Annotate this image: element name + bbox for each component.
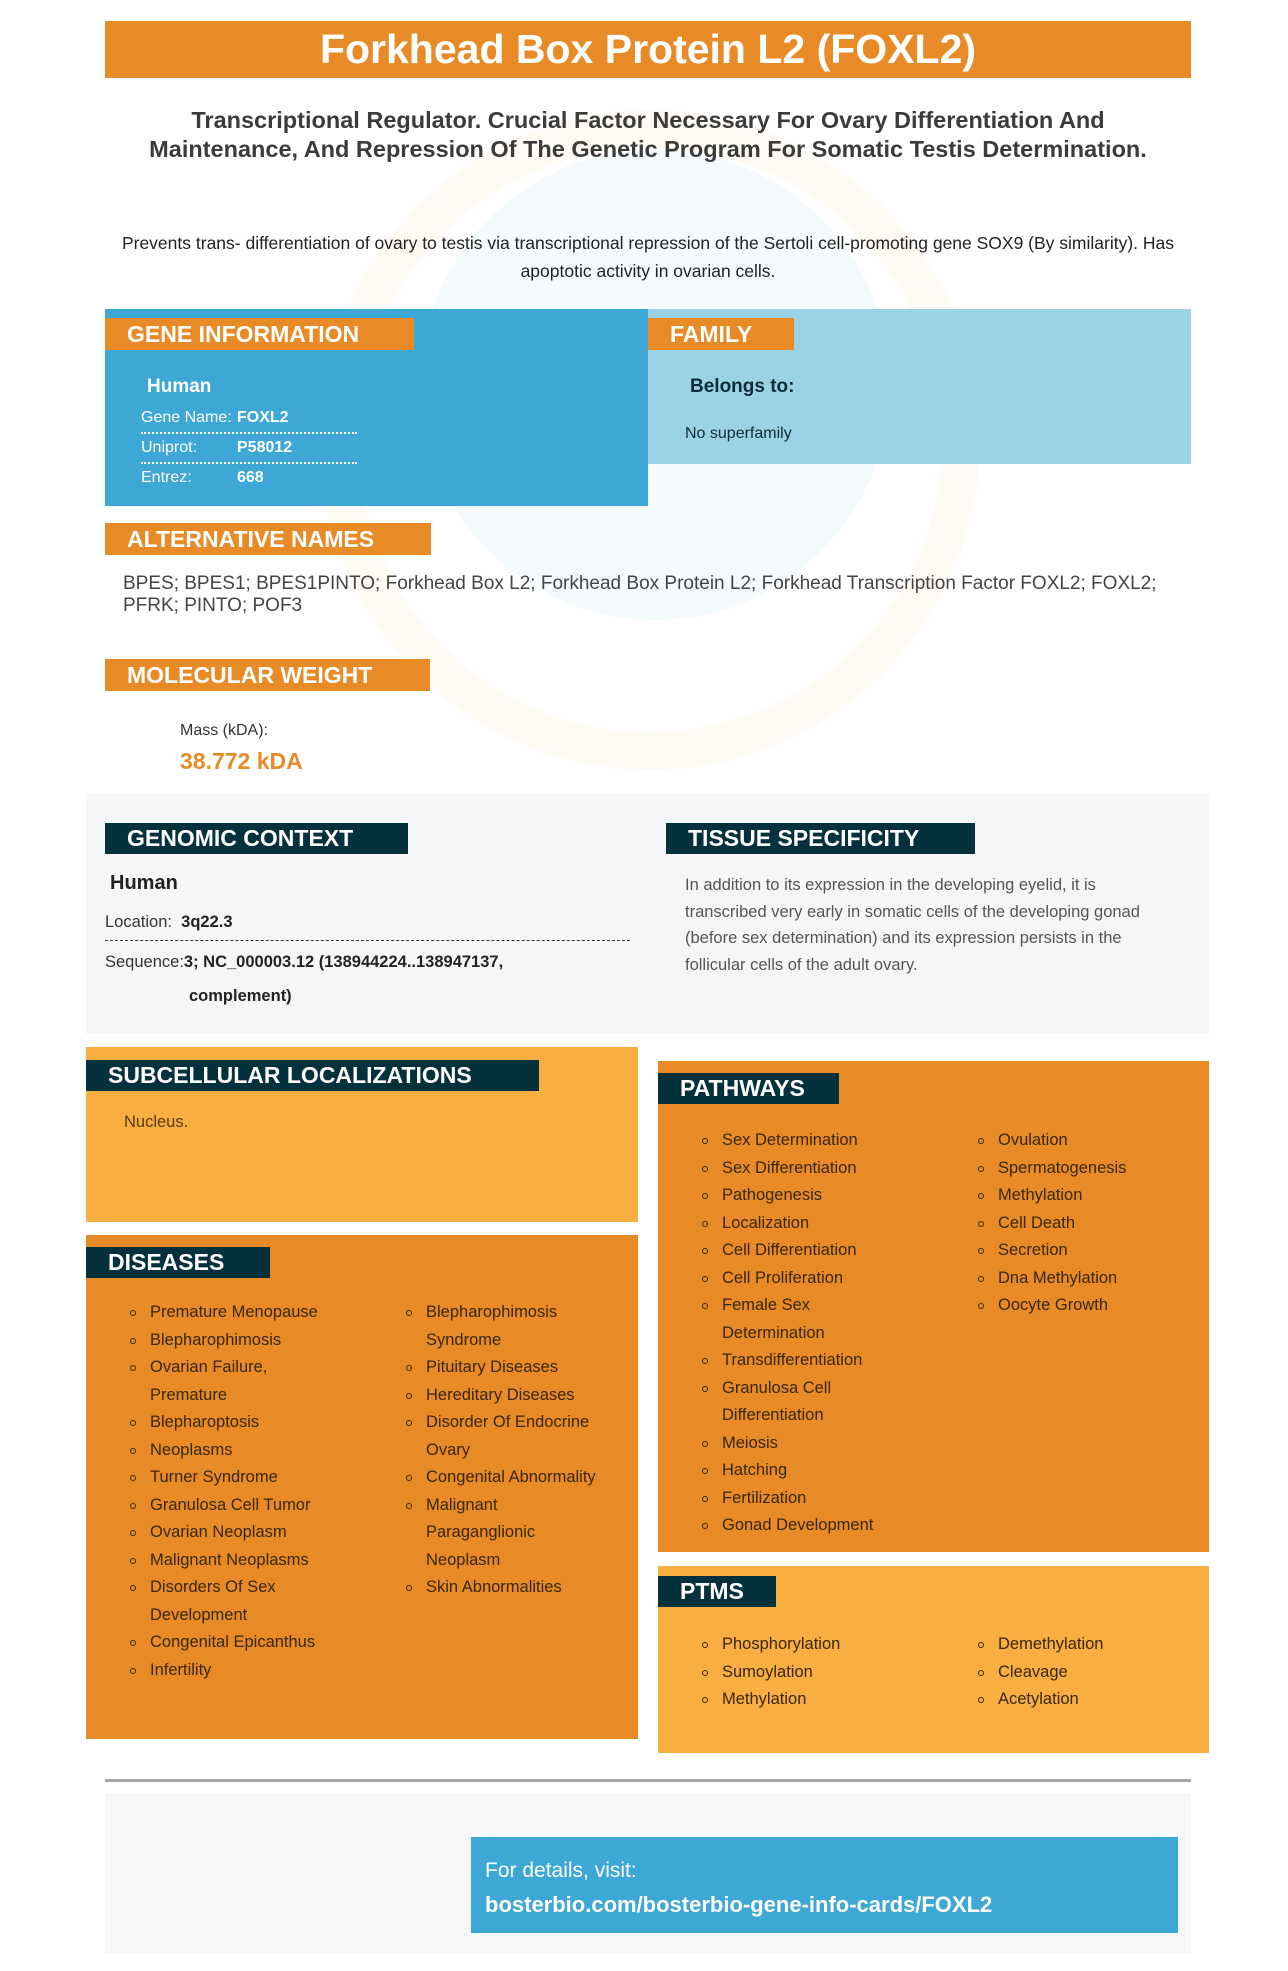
list-item: Granulosa Cell Tumor — [130, 1492, 340, 1520]
protein-function-summary: Transcriptional Regulator. Crucial Factor Necessary For Ovary Differentiation And Maintenance, And Repression Of The Genetic Program For Somatic Testis Determination. — [149, 107, 1147, 162]
pathways-list-col1 — [702, 1127, 912, 1540]
pathways-list-col2 — [978, 1127, 1178, 1320]
list-item: Turner Syndrome — [130, 1464, 340, 1492]
list-item: Blepharophimosis — [130, 1327, 340, 1355]
list-item: Phosphorylation — [702, 1631, 912, 1659]
diseases-panel — [86, 1235, 638, 1739]
list-item: Methylation — [702, 1686, 912, 1714]
mass-label: Mass (kDA): — [180, 722, 268, 739]
list-item: Secretion — [978, 1237, 1178, 1265]
ptms-list-col1 — [702, 1631, 912, 1714]
location-value: 3q22.3 — [181, 913, 233, 931]
pathways-heading: PATHWAYS — [658, 1073, 839, 1104]
list-item: Meiosis — [702, 1430, 912, 1458]
details-url-link[interactable]: bosterbio.com/bosterbio-gene-info-cards/FOXL2 — [485, 1892, 993, 1917]
list-item: Blepharoptosis — [130, 1409, 340, 1437]
diseases-list-col1 — [130, 1299, 340, 1684]
sequence-value-continued: complement) — [189, 987, 292, 1005]
list-item: Malignant Neoplasms — [130, 1547, 340, 1575]
sequence-label: Sequence: — [105, 953, 184, 971]
alternative-names-text: BPES; BPES1; BPES1PINTO; Forkhead Box L2; Forkhead Box Protein L2; Forkhead Transcription Factor FOXL2; FOXL2; PFRK; PINTO; POF3 — [123, 573, 1157, 616]
gene-organism: Human — [147, 376, 212, 397]
list-item: Sex Determination — [702, 1127, 912, 1155]
genomic-organism: Human — [110, 872, 178, 894]
gene-info-table — [141, 404, 357, 492]
uniprot-value: P58012 — [237, 439, 293, 456]
uniprot-row — [141, 434, 357, 464]
list-item: Disorders Of Sex Development — [130, 1574, 280, 1629]
location-label: Location: — [105, 913, 172, 931]
family-value: No superfamily — [685, 425, 792, 442]
list-item: Oocyte Growth — [978, 1292, 1178, 1320]
list-item: Infertility — [130, 1657, 340, 1685]
tissue-specificity-heading: TISSUE SPECIFICITY — [666, 823, 975, 854]
protein-description: Prevents trans- differentiation of ovary to testis via transcriptional repression of the Sertoli cell-promoting gene SOX9 (By similarity). Has apoptotic activity in ovarian cells. — [121, 233, 1175, 281]
family-belongs-label: Belongs to: — [690, 376, 795, 397]
list-item: Cleavage — [978, 1659, 1178, 1687]
list-item: Localization — [702, 1210, 912, 1238]
page-title: Forkhead Box Protein L2 (FOXL2) — [105, 21, 1191, 78]
list-item: Hereditary Diseases — [406, 1382, 606, 1410]
entrez-row — [141, 464, 357, 492]
list-item: Sex Differentiation — [702, 1155, 912, 1183]
list-item: Dna Methylation — [978, 1265, 1178, 1293]
list-item: Congenital Abnormality — [406, 1464, 606, 1492]
genomic-sequence-row — [105, 945, 630, 1013]
genomic-location-row — [105, 910, 630, 941]
list-item: Demethylation — [978, 1631, 1178, 1659]
diseases-list-col2 — [406, 1299, 606, 1602]
entrez-label: Entrez: — [141, 469, 192, 486]
genomic-context-heading: GENOMIC CONTEXT — [105, 823, 408, 854]
gene-name-value: FOXL2 — [237, 409, 289, 426]
list-item: Ovulation — [978, 1127, 1178, 1155]
ptms-list-col2 — [978, 1631, 1178, 1714]
list-item: Transdifferentiation — [702, 1347, 912, 1375]
list-item: Congenital Epicanthus — [130, 1629, 340, 1657]
mass-value: 38.772 kDA — [180, 748, 303, 774]
list-item: Disorder Of Endocrine Ovary — [406, 1409, 606, 1464]
tissue-specificity-text: In addition to its expression in the developing eyelid, it is transcribed very early in somatic cells of the developing gonad (before sex determination) and its expression persists in the follicular cells of the adult ovary. — [685, 876, 1140, 974]
gene-name-row — [141, 404, 357, 434]
sequence-value: 3; NC_000003.12 (138944224..138947137, — [183, 953, 504, 971]
list-item: Fertilization — [702, 1485, 912, 1513]
list-item: Ovarian Failure, Premature — [130, 1354, 270, 1409]
list-item: Ovarian Neoplasm — [130, 1519, 340, 1547]
list-item: Skin Abnormalities — [406, 1574, 606, 1602]
list-item: Spermatogenesis — [978, 1155, 1178, 1183]
list-item: Blepharophimosis Syndrome — [406, 1299, 566, 1354]
list-item: Cell Proliferation — [702, 1265, 912, 1293]
subcellular-localization-value: Nucleus. — [124, 1113, 189, 1131]
ptms-heading: PTMS — [658, 1576, 776, 1607]
list-item: Pathogenesis — [702, 1182, 912, 1210]
list-item: Female Sex Determination — [702, 1292, 832, 1347]
gene-name-label: Gene Name: — [141, 409, 232, 426]
list-item: Hatching — [702, 1457, 912, 1485]
pathways-panel — [658, 1061, 1209, 1552]
details-label: For details, visit: — [485, 1859, 637, 1882]
uniprot-label: Uniprot: — [141, 439, 198, 456]
list-item: Cell Death — [978, 1210, 1178, 1238]
entrez-value: 668 — [237, 469, 264, 486]
list-item: Cell Differentiation — [702, 1237, 912, 1265]
list-item: Pituitary Diseases — [406, 1354, 606, 1382]
list-item: Gonad Development — [702, 1512, 912, 1540]
footer-divider — [105, 1779, 1191, 1782]
list-item: Granulosa Cell Differentiation — [702, 1375, 852, 1430]
details-link-box[interactable] — [471, 1837, 1178, 1933]
list-item: Premature Menopause — [130, 1299, 340, 1327]
list-item: Sumoylation — [702, 1659, 912, 1687]
family-heading: FAMILY — [648, 318, 794, 350]
diseases-heading: DISEASES — [86, 1247, 270, 1278]
list-item: Acetylation — [978, 1686, 1178, 1714]
molecular-weight-heading: MOLECULAR WEIGHT — [105, 659, 430, 691]
gene-information-heading: GENE INFORMATION — [105, 318, 414, 350]
subcellular-localizations-panel — [86, 1047, 638, 1222]
list-item: Neoplasms — [130, 1437, 340, 1465]
subcellular-localizations-heading: SUBCELLULAR LOCALIZATIONS — [86, 1060, 539, 1091]
list-item: Methylation — [978, 1182, 1178, 1210]
alternative-names-heading: ALTERNATIVE NAMES — [105, 523, 431, 555]
ptms-panel — [658, 1566, 1209, 1753]
list-item: Malignant Paraganglionic Neoplasm — [406, 1492, 546, 1575]
